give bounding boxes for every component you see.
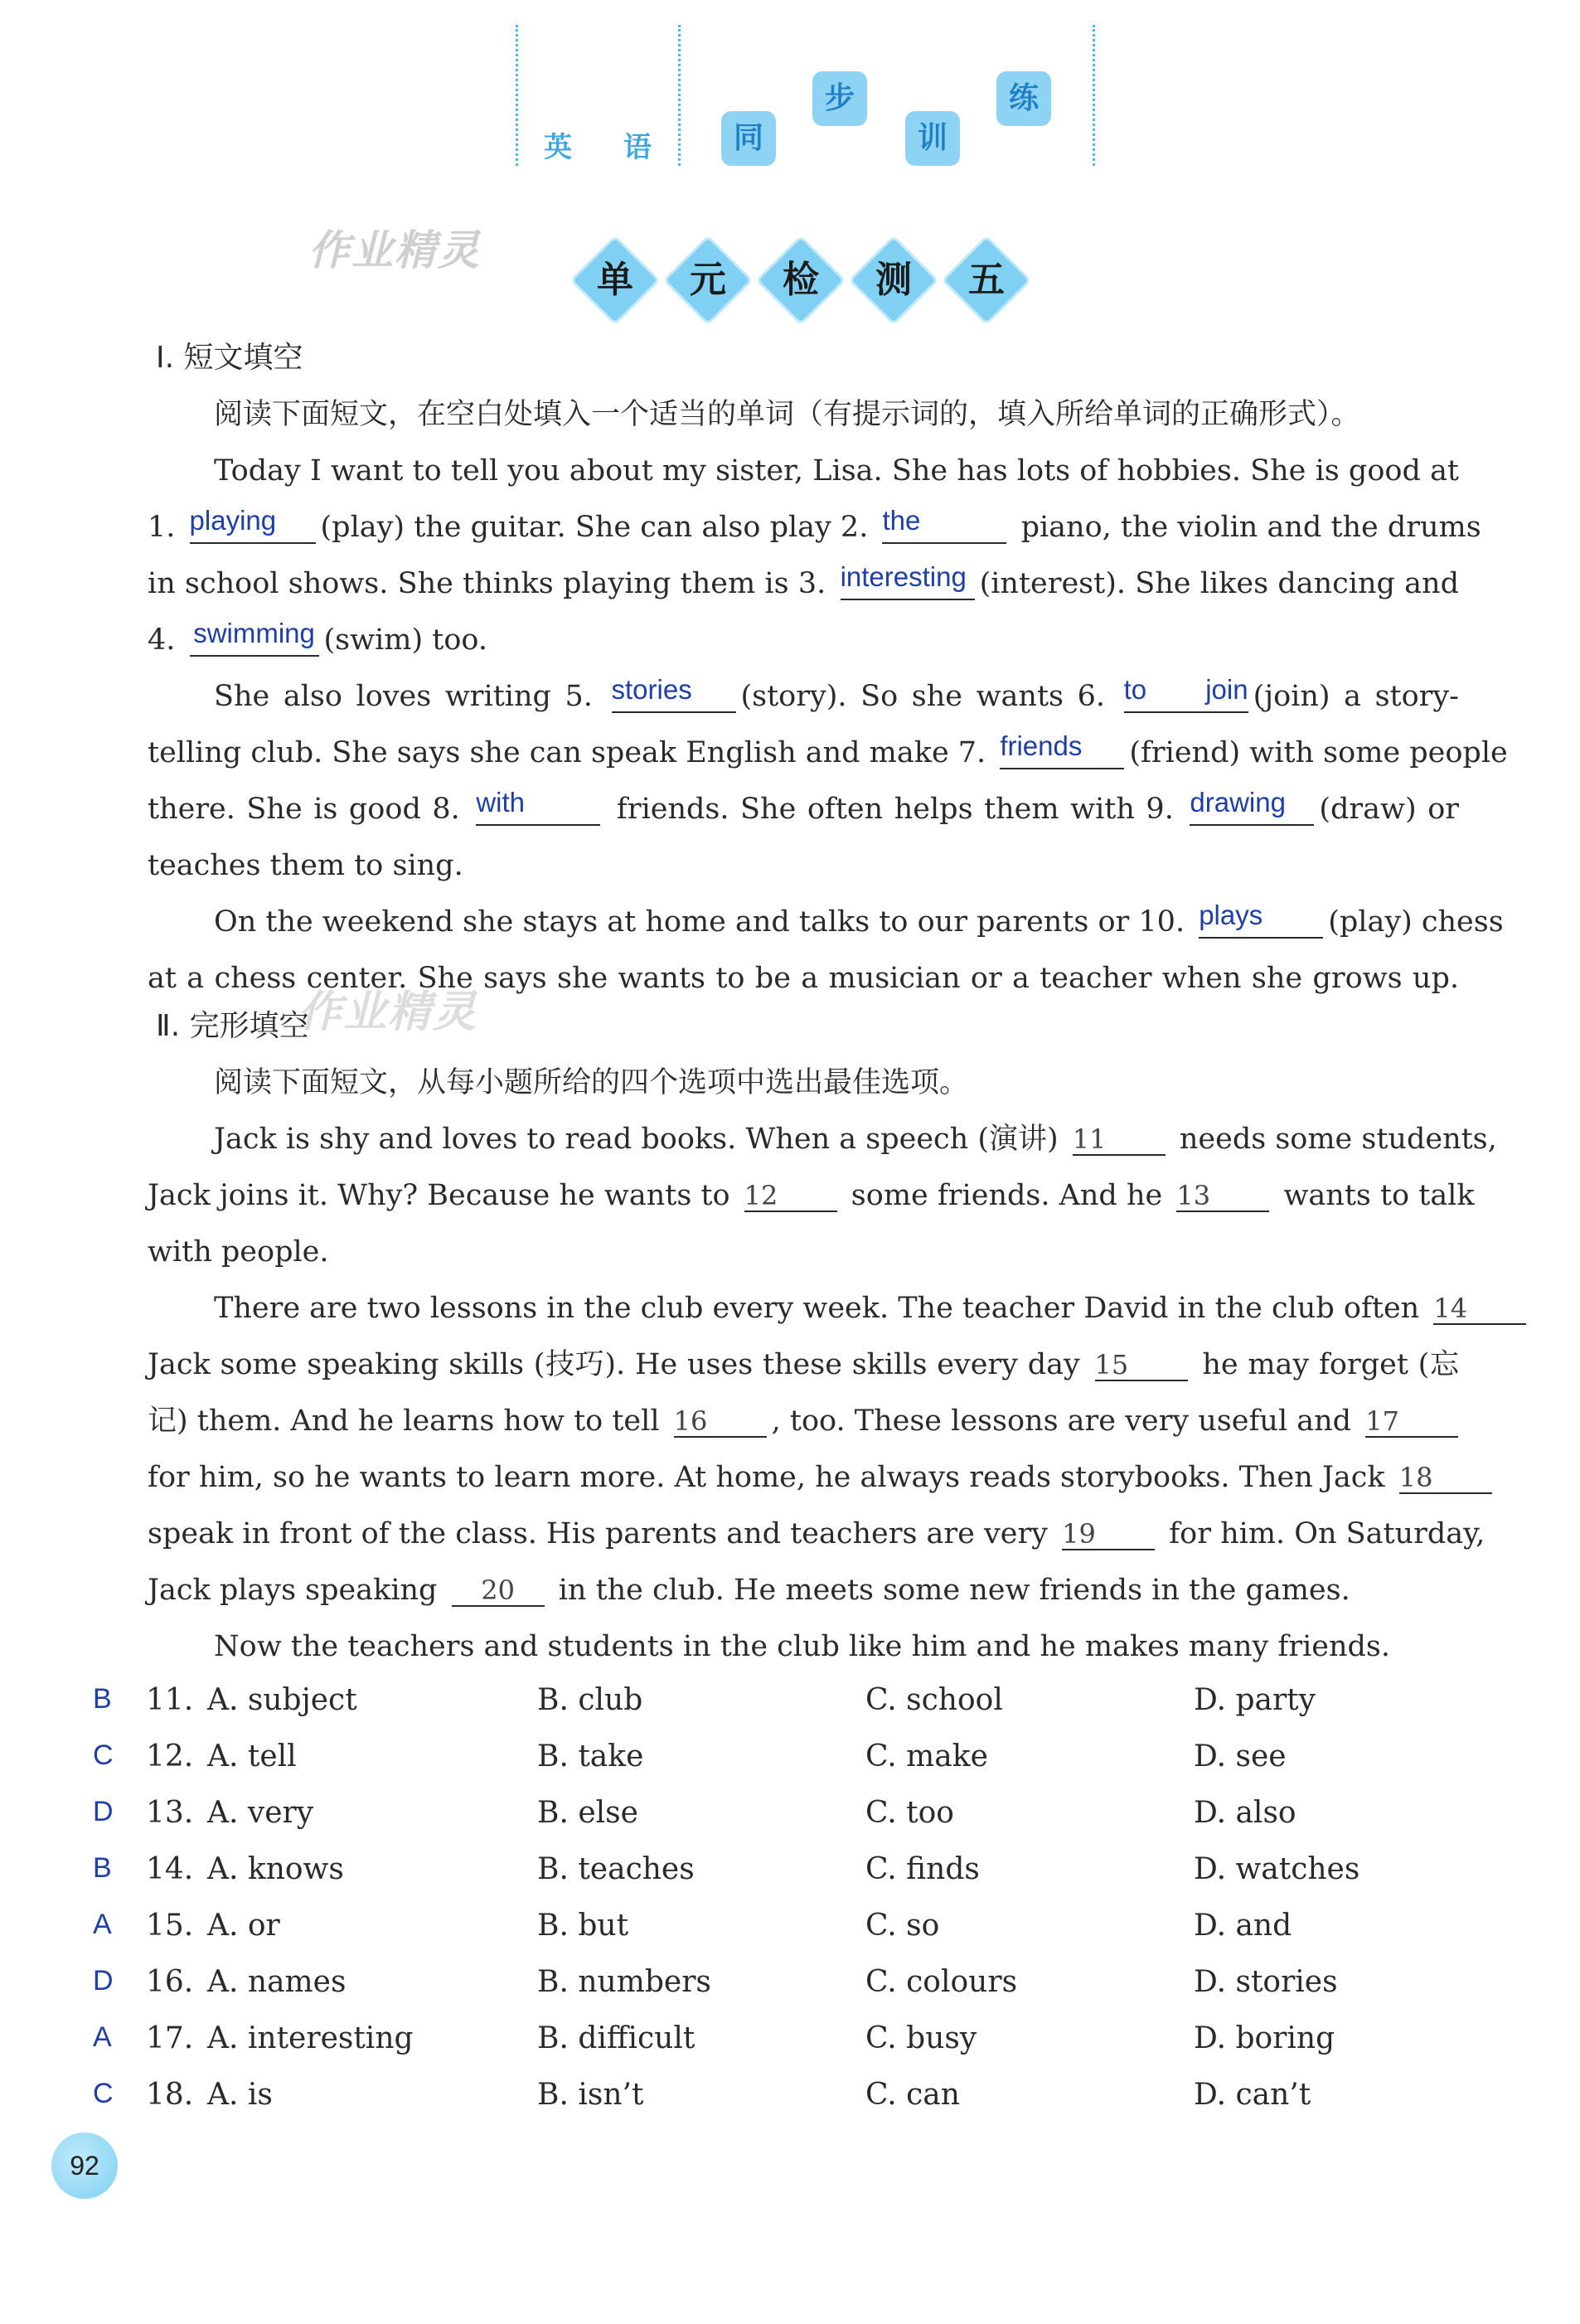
passage2-line: for him, so he wants to learn more. At home, he always reads storybooks. Then Jack 18 xyxy=(148,1458,1459,1497)
title-char: 五 xyxy=(968,259,1005,301)
option-b[interactable]: B. take xyxy=(537,1739,644,1773)
passage1-line: 4. swimming (swim) too. xyxy=(148,618,487,657)
question-row xyxy=(0,1683,1580,1726)
header-char-tong: 同 xyxy=(721,111,776,166)
option-c[interactable]: C. make xyxy=(865,1739,988,1773)
title-char: 检 xyxy=(783,259,819,301)
passage1-line: teaches them to sing. xyxy=(148,849,463,882)
option-b[interactable]: B. difficult xyxy=(537,2021,695,2055)
question-number: 11. xyxy=(146,1683,194,1717)
passage2-line: Jack plays speaking 20 in the club. He meets some new friends in the games. xyxy=(148,1570,1459,1610)
passage1-line: On the weekend she stays at home and talks to our parents or 10. plays (play) chess xyxy=(214,900,1504,939)
option-a[interactable]: A. very xyxy=(207,1796,314,1830)
title-char: 单 xyxy=(597,259,633,301)
passage1-line: at a chess center. She says she wants to be a musician or a teacher when she grows up. xyxy=(148,962,1459,995)
blank-5[interactable]: stories xyxy=(612,677,736,713)
answer-key: D xyxy=(93,1965,114,1997)
header-char-yu: 语 xyxy=(623,131,652,164)
passage1-line: telling club. She says she can speak English and make 7. friends (friend) with some people xyxy=(148,730,1508,769)
option-a[interactable]: A. subject xyxy=(207,1683,357,1717)
option-a[interactable]: A. tell xyxy=(207,1739,297,1773)
blank-1[interactable]: playing xyxy=(190,507,316,544)
option-b[interactable]: B. else xyxy=(537,1796,638,1830)
question-row xyxy=(0,1965,1580,2008)
option-a[interactable]: A. is xyxy=(207,2078,273,2112)
cloze-blank-14[interactable]: 14 xyxy=(1433,1288,1526,1325)
passage2-line: 记) them. And he learns how to tell 16 , too. These lessons are very useful and 17 xyxy=(148,1401,1459,1441)
question-number: 17. xyxy=(146,2021,194,2055)
answer-key: D xyxy=(93,1796,114,1827)
section-1-instruction: 阅读下面短文，在空白处填入一个适当的单词（有提示词的，填入所给单词的正确形式）。 xyxy=(214,398,1360,431)
passage1-line: there. She is good 8. with friends. She often helps them with 9. drawing (draw) or xyxy=(148,787,1459,826)
passage2-line: Jack some speaking skills (技巧). He uses these skills every day 15 he may forget (忘 xyxy=(148,1345,1459,1385)
question-number: 16. xyxy=(146,1965,194,1999)
cloze-blank-15[interactable]: 15 xyxy=(1095,1345,1188,1381)
option-c[interactable]: C. finds xyxy=(865,1852,980,1886)
question-row xyxy=(0,1796,1580,1839)
header-char-lian: 练 xyxy=(996,71,1051,126)
question-row xyxy=(0,2078,1580,2121)
option-b[interactable]: B. teaches xyxy=(537,1852,695,1886)
option-a[interactable]: A. or xyxy=(207,1909,280,1943)
watermark-top: 作业精灵 xyxy=(308,226,481,274)
cloze-blank-11[interactable]: 11 xyxy=(1073,1119,1166,1156)
answer-key: C xyxy=(93,2078,114,2109)
passage1-line: She also loves writing 5. stories (story). So she wants 6. to join (join) a story- xyxy=(214,674,1460,713)
answer-key: A xyxy=(93,1909,112,1940)
option-d[interactable]: D. see xyxy=(1194,1739,1287,1773)
cloze-blank-17[interactable]: 17 xyxy=(1365,1401,1458,1438)
option-b[interactable]: B. isn’t xyxy=(537,2078,644,2112)
blank-4[interactable]: swimming xyxy=(190,620,319,657)
passage2-line: with people. xyxy=(148,1235,329,1269)
option-c[interactable]: C. too xyxy=(865,1796,954,1830)
question-row xyxy=(0,1739,1580,1783)
blank-2[interactable]: the xyxy=(882,507,1006,544)
cloze-blank-18[interactable]: 18 xyxy=(1399,1458,1492,1494)
blank-7[interactable]: friends xyxy=(1000,733,1124,769)
answer-key: C xyxy=(93,1739,114,1771)
answer-key: B xyxy=(93,1683,112,1715)
passage2-line: Jack joins it. Why? Because he wants to 12 some friends. And he 13 wants to talk xyxy=(148,1176,1459,1215)
blank-8[interactable]: with xyxy=(476,789,600,826)
option-d[interactable]: D. boring xyxy=(1194,2021,1335,2055)
blank-9[interactable]: drawing xyxy=(1190,789,1314,826)
cloze-blank-13[interactable]: 13 xyxy=(1176,1176,1269,1212)
option-a[interactable]: A. knows xyxy=(207,1852,344,1886)
option-c[interactable]: C. busy xyxy=(865,2021,977,2055)
passage2-line: Now the teachers and students in the club like him and he makes many friends. xyxy=(214,1630,1391,1663)
cloze-blank-19[interactable]: 19 xyxy=(1062,1514,1155,1550)
header-char-bu: 步 xyxy=(812,71,867,126)
section-2-heading: Ⅱ. 完形填空 xyxy=(156,1009,309,1043)
question-row xyxy=(0,1852,1580,1895)
watermark-mid: 作业精灵 xyxy=(298,987,478,1037)
cloze-blank-12[interactable]: 12 xyxy=(744,1176,837,1212)
option-d[interactable]: D. and xyxy=(1194,1909,1292,1943)
section-1-heading: Ⅰ. 短文填空 xyxy=(156,341,303,375)
blank-10[interactable]: plays xyxy=(1199,902,1323,939)
question-number: 14. xyxy=(146,1852,194,1886)
header-char-xun: 训 xyxy=(905,111,960,166)
title-char: 测 xyxy=(875,259,912,301)
option-d[interactable]: D. party xyxy=(1194,1683,1316,1717)
passage1-line: Today I want to tell you about my sister, Lisa. She has lots of hobbies. She is good at xyxy=(214,454,1459,488)
option-d[interactable]: D. watches xyxy=(1194,1852,1360,1886)
question-number: 13. xyxy=(146,1796,194,1830)
option-c[interactable]: C. school xyxy=(865,1683,1003,1717)
option-d[interactable]: D. stories xyxy=(1194,1965,1338,1999)
option-a[interactable]: A. names xyxy=(207,1965,347,1999)
option-d[interactable]: D. also xyxy=(1194,1796,1296,1830)
option-b[interactable]: B. club xyxy=(537,1683,643,1717)
option-c[interactable]: C. so xyxy=(865,1909,940,1943)
passage2-line: Jack is shy and loves to read books. When a speech (演讲) 11 needs some students, xyxy=(214,1119,1459,1159)
option-b[interactable]: B. numbers xyxy=(537,1965,711,1999)
passage1-line: 1. playing (play) the guitar. She can also play 2. the piano, the violin and the drums xyxy=(148,505,1481,544)
title-char: 元 xyxy=(690,259,726,301)
option-a[interactable]: A. interesting xyxy=(207,2021,414,2055)
header-char-ying: 英 xyxy=(544,131,572,164)
question-number: 12. xyxy=(146,1739,194,1773)
question-number: 18. xyxy=(146,2078,194,2112)
passage1-line: in school shows. She thinks playing them is 3. interesting (interest). She likes dancing and xyxy=(148,561,1459,600)
option-c[interactable]: C. can xyxy=(865,2078,960,2112)
section-2-instruction: 阅读下面短文，从每小题所给的四个选项中选出最佳选项。 xyxy=(214,1066,969,1099)
answer-key: B xyxy=(93,1852,112,1884)
blank-3[interactable]: interesting xyxy=(841,564,975,600)
passage2-line: There are two lessons in the club every week. The teacher David in the club often 14 xyxy=(214,1288,1459,1328)
cloze-blank-20[interactable]: 20 xyxy=(452,1570,545,1607)
answer-key: A xyxy=(93,2021,112,2053)
option-b[interactable]: B. but xyxy=(537,1909,629,1943)
blank-6[interactable]: to join xyxy=(1124,677,1248,713)
option-c[interactable]: C. colours xyxy=(865,1965,1018,1999)
question-row xyxy=(0,1909,1580,1952)
option-d[interactable]: D. can’t xyxy=(1194,2078,1311,2112)
question-number: 15. xyxy=(146,1909,194,1943)
passage2-line: speak in front of the class. His parents and teachers are very 19 for him. On Saturday, xyxy=(148,1514,1459,1554)
page-number: 92 xyxy=(51,2132,118,2199)
cloze-blank-16[interactable]: 16 xyxy=(674,1401,767,1438)
question-row xyxy=(0,2021,1580,2064)
